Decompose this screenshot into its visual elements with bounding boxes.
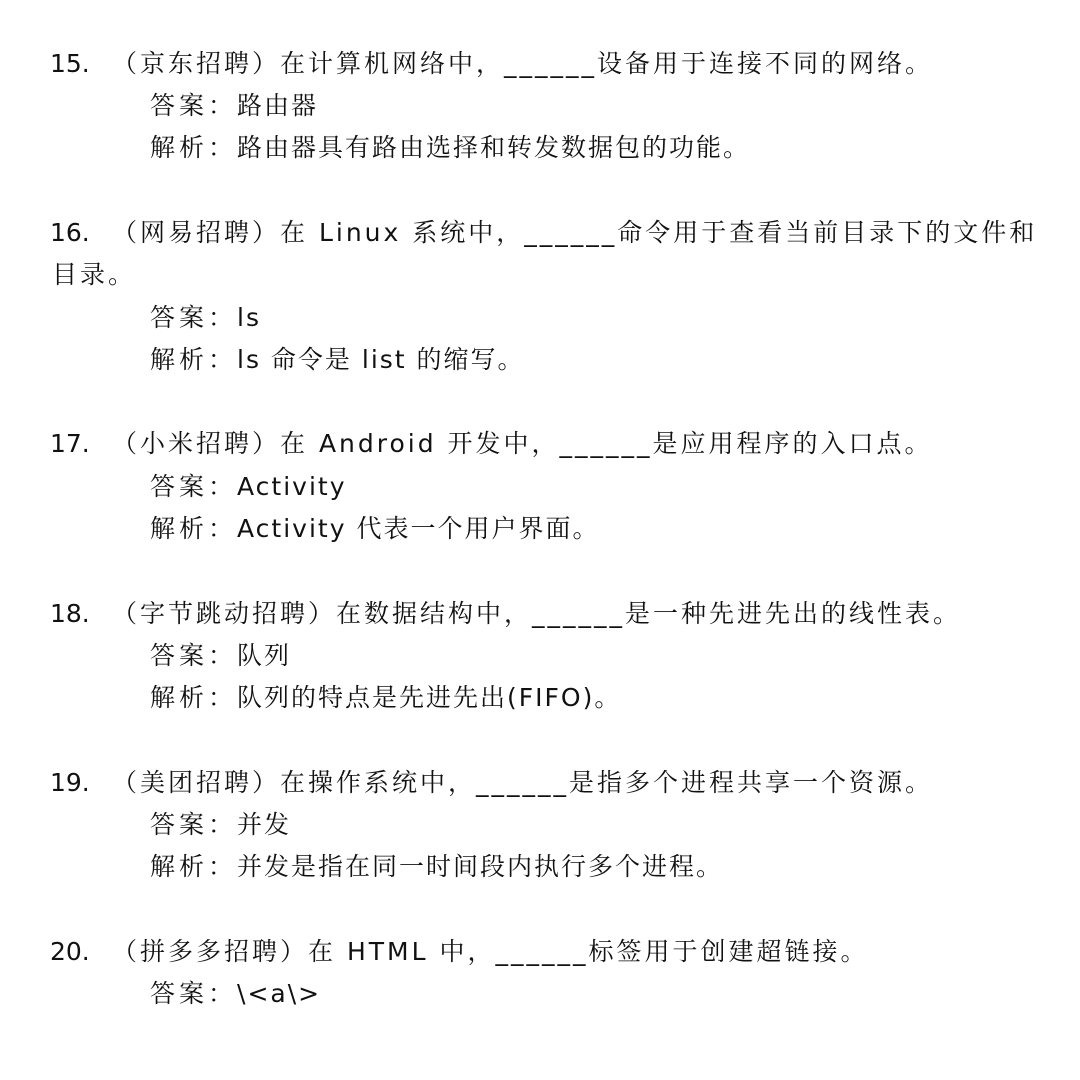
explanation-text: 并发是指在同一时间段内执行多个进程。 <box>237 852 724 881</box>
explanation-label: 解析： <box>150 683 238 712</box>
explanation-text: Activity 代表一个用户界面。 <box>237 514 600 543</box>
answer-line <box>150 643 291 668</box>
explanation-label: 解析： <box>150 345 238 374</box>
explanation-text: 队列的特点是先进先出(FIFO)。 <box>237 683 622 712</box>
question-text: （拼多多招聘）在 HTML 中，______标签用于创建超链接。 <box>112 937 869 966</box>
answer-line <box>150 812 291 837</box>
explanation-line <box>150 685 621 710</box>
explanation-label: 解析： <box>150 852 238 881</box>
question-text: （字节跳动招聘）在数据结构中，______是一种先进先出的线性表。 <box>112 599 962 628</box>
question-text-continuation: 目录。 <box>52 260 137 289</box>
explanation-line <box>150 854 723 879</box>
question-line <box>50 431 1030 456</box>
answer-label: 答案： <box>150 810 238 839</box>
explanation-line <box>150 347 525 372</box>
answer-label: 答案： <box>150 641 238 670</box>
explanation-text: ls 命令是 list 的缩写。 <box>237 345 525 374</box>
question-number: 16. <box>50 218 90 247</box>
question-line <box>50 218 1038 247</box>
question-line <box>50 51 1030 76</box>
answer-label: 答案： <box>150 979 238 1008</box>
question-number: 18. <box>50 599 90 628</box>
question-number: 17. <box>50 429 90 458</box>
question-line <box>50 939 1030 964</box>
answer-value: 队列 <box>237 641 292 670</box>
answer-value: 并发 <box>237 810 292 839</box>
answer-value: Activity <box>237 472 347 501</box>
explanation-line <box>150 135 750 160</box>
answer-label: 答案： <box>150 91 238 120</box>
answer-line <box>150 305 261 330</box>
explanation-label: 解析： <box>150 133 238 162</box>
question-number: 15. <box>50 49 90 78</box>
question-text: （美团招聘）在操作系统中，______是指多个进程共享一个资源。 <box>112 768 934 797</box>
question-line <box>50 770 1030 795</box>
answer-line <box>150 474 347 499</box>
question-text: （网易招聘）在 Linux 系统中，______命令用于查看当前目录下的文件和 <box>112 218 1038 247</box>
explanation-label: 解析： <box>150 514 238 543</box>
question-number: 20. <box>50 937 90 966</box>
question-text: （小米招聘）在 Android 开发中，______是应用程序的入口点。 <box>112 429 933 458</box>
answer-label: 答案： <box>150 472 238 501</box>
question-line <box>50 601 1030 626</box>
answer-label: 答案： <box>150 303 238 332</box>
question-number: 19. <box>50 768 90 797</box>
answer-line <box>150 981 321 1006</box>
answer-line <box>150 93 318 118</box>
explanation-text: 路由器具有路由选择和转发数据包的功能。 <box>237 133 751 162</box>
answer-value: 路由器 <box>237 91 319 120</box>
explanation-line <box>150 516 599 541</box>
question-text: （京东招聘）在计算机网络中，______设备用于连接不同的网络。 <box>112 49 934 78</box>
answer-value: ls <box>237 303 261 332</box>
answer-value: \<a\> <box>237 979 322 1008</box>
